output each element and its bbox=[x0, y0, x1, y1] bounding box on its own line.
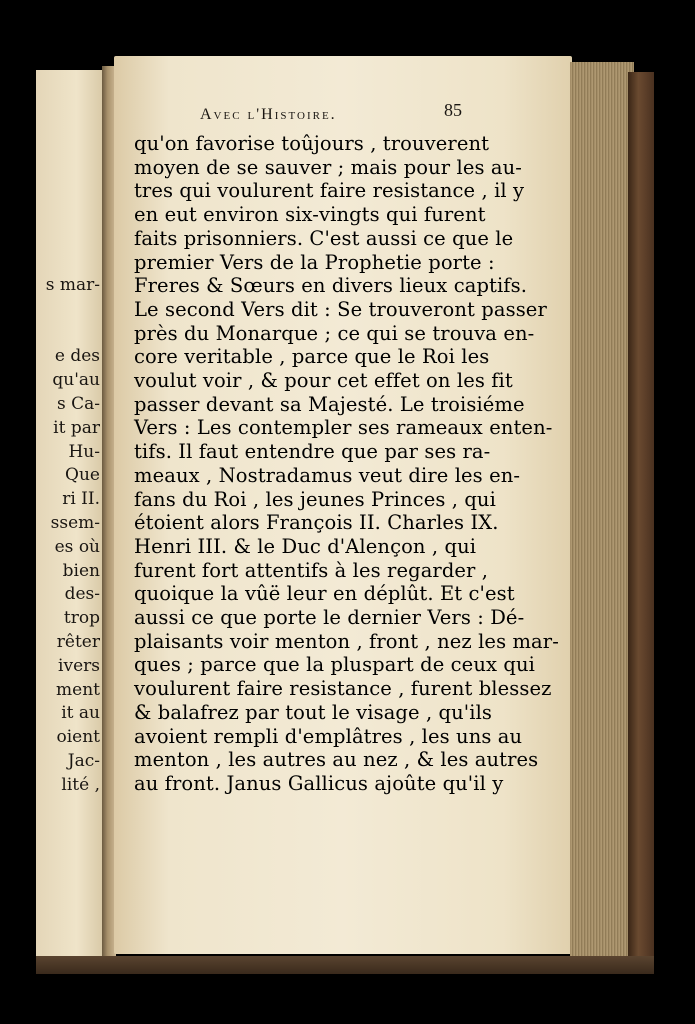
left-text-fragment: es où bbox=[54, 536, 100, 557]
text-line: tres qui voulurent faire resistance , il y bbox=[134, 179, 525, 203]
left-text-fragment: lité , bbox=[61, 774, 100, 795]
left-text-fragment: ivers bbox=[58, 655, 100, 676]
left-text-fragment: ri II. bbox=[62, 489, 100, 510]
open-book bbox=[36, 56, 656, 976]
text-line: voulurent faire resistance , furent blessez bbox=[134, 677, 552, 701]
text-line: près du Monarque ; ce qui se trouva en- bbox=[134, 321, 535, 345]
left-text-fragment: s mar- bbox=[45, 275, 100, 295]
left-text-fragment: ment bbox=[56, 679, 100, 700]
left-text-fragment: s Ca- bbox=[56, 393, 100, 414]
page-body bbox=[134, 132, 559, 796]
left-text-fragment: qu'au bbox=[52, 370, 100, 391]
running-head: Avec l'Histoire. bbox=[200, 106, 337, 123]
text-line: core veritable , parce que le Roi les bbox=[134, 345, 490, 369]
text-line: qu'on favorise toûjours , trouverent bbox=[134, 132, 490, 155]
text-line: passer devant sa Majesté. Le troisiéme bbox=[134, 392, 525, 416]
page-edges bbox=[570, 62, 634, 962]
text-line: fans du Roi , les jeunes Princes , qui bbox=[134, 487, 496, 511]
left-page-text bbox=[46, 274, 100, 798]
left-text-fragment: Que bbox=[65, 465, 100, 486]
left-text-fragment: e des bbox=[54, 346, 100, 367]
text-line: moyen de se sauver ; mais pour les au- bbox=[134, 155, 522, 179]
text-line: Vers : Les contempler ses rameaux enten- bbox=[134, 416, 553, 440]
text-line: avoient rempli d'emplâtres , les uns au bbox=[134, 724, 523, 748]
text-line: furent fort attentifs à les regarder , bbox=[134, 558, 489, 582]
text-line: plaisants voir menton , front , nez les mar- bbox=[134, 629, 559, 653]
left-text-fragment: Jac- bbox=[67, 750, 100, 771]
left-text-fragment: ssem- bbox=[50, 512, 100, 533]
text-line: meaux , Nostradamus veut dire les en- bbox=[134, 463, 521, 487]
left-text-fragment bbox=[46, 298, 100, 322]
right-page bbox=[114, 56, 572, 954]
left-text-fragment: Hu- bbox=[68, 441, 100, 462]
left-text-fragment: bien bbox=[62, 560, 100, 581]
text-line: Henri III. & le Duc d'Alençon , qui bbox=[134, 534, 477, 558]
text-line: tifs. Il faut entendre que par ses ra- bbox=[134, 440, 491, 464]
text-line: étoient alors François II. Charles IX. bbox=[134, 511, 499, 535]
text-line: premier Vers de la Prophetie porte : bbox=[134, 250, 495, 274]
text-line: menton , les autres au nez , & les autres bbox=[134, 748, 539, 772]
left-page bbox=[36, 70, 104, 960]
text-line: en eut environ six-vingts qui furent bbox=[134, 203, 486, 227]
text-line: faits prisonniers. C'est aussi ce que le bbox=[134, 226, 514, 250]
book-cover-edge bbox=[628, 72, 654, 968]
text-line: Freres & Sœurs en divers lieux captifs. bbox=[134, 274, 528, 298]
left-text-fragment: it par bbox=[53, 417, 100, 438]
text-line: Le second Vers dit : Se trouveront passer bbox=[134, 297, 547, 321]
left-text-fragment: trop bbox=[63, 608, 100, 629]
left-text-fragment bbox=[46, 322, 100, 346]
left-text-fragment: des- bbox=[64, 584, 100, 605]
text-line: voulut voir , & pour cet effet on les fit bbox=[134, 369, 513, 393]
text-line: & balafrez par tout le visage , qu'ils bbox=[134, 700, 493, 724]
page-number: 85 bbox=[444, 100, 462, 120]
left-text-fragment: it au bbox=[61, 703, 100, 724]
book-cover-bottom bbox=[36, 956, 654, 974]
text-line: ques ; parce que la pluspart de ceux qui bbox=[134, 653, 535, 677]
text-line: aussi ce que porte le dernier Vers : Dé- bbox=[134, 606, 525, 630]
left-text-fragment: oient bbox=[56, 727, 100, 748]
text-line: au front. Janus Gallicus ajoûte qu'il y bbox=[134, 771, 504, 795]
text-line: quoique la vûë leur en déplût. Et c'est bbox=[134, 582, 515, 606]
left-text-fragment: rêter bbox=[56, 631, 100, 652]
